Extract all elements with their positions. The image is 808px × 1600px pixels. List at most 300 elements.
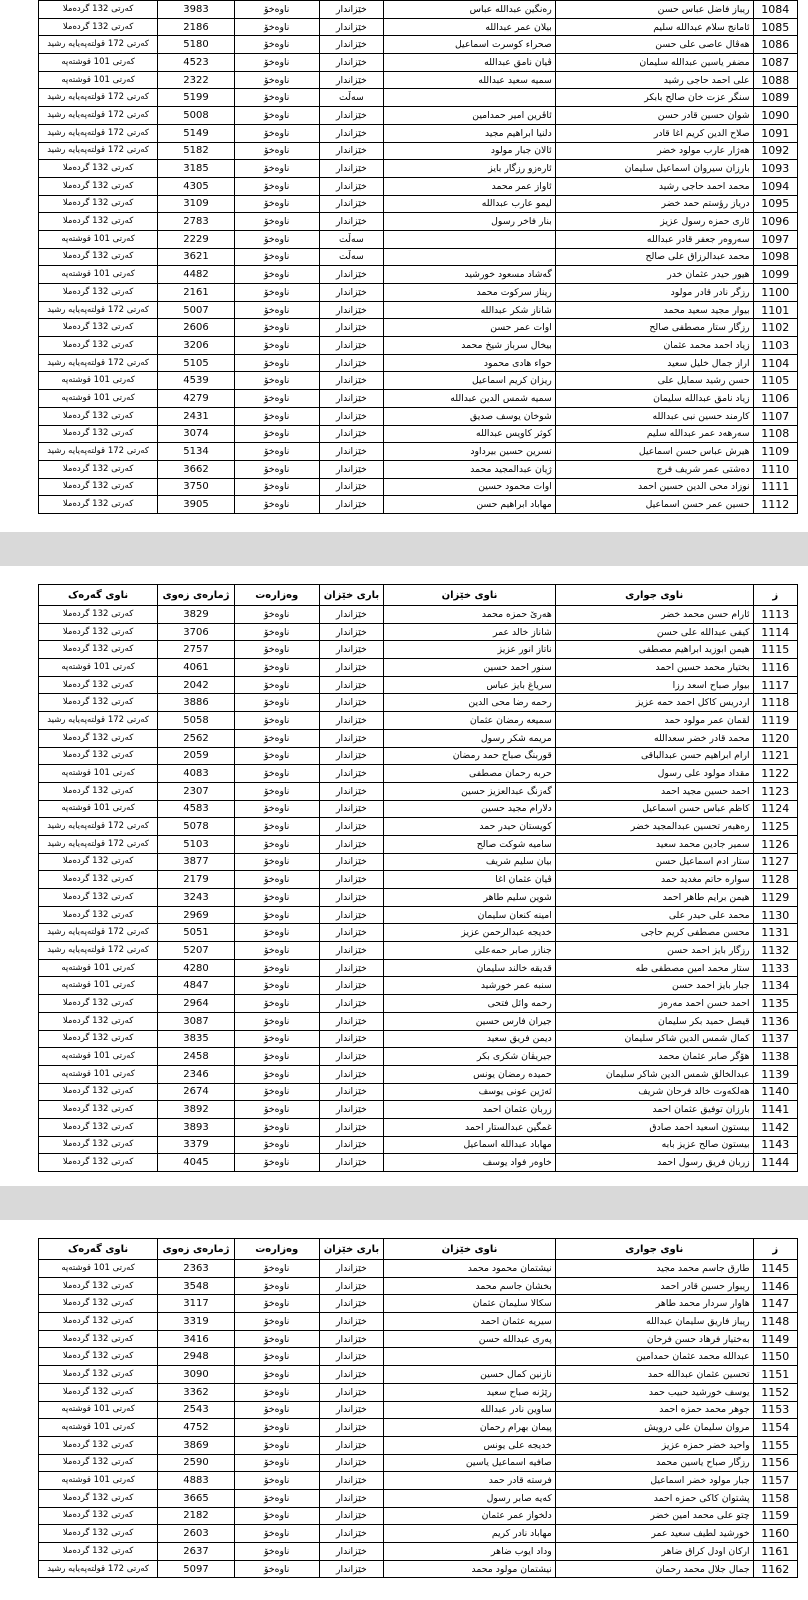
cell-marital-status: خێزاندار (319, 835, 384, 853)
table-row (39, 177, 798, 195)
cell-row-number: 1161 (753, 1543, 797, 1561)
cell-row-number: 1149 (753, 1330, 797, 1348)
table-row (39, 1543, 798, 1561)
cell-marital-status: خێزاندار (319, 195, 384, 213)
cell-spouse-name: حمیدە رمضان یونس (384, 1065, 556, 1083)
cell-ministry: ناوەخۆ (234, 1048, 319, 1066)
cell-ministry: ناوەخۆ (234, 623, 319, 641)
cell-row-number: 1148 (753, 1313, 797, 1331)
cell-neighborhood: کەرتی 172 قولتەپەیایە رشید (39, 142, 158, 160)
cell-row-number: 1144 (753, 1154, 797, 1172)
cell-spouse-name: بیلان عمر عبداللە (384, 18, 556, 36)
cell-ministry: ناوەخۆ (234, 853, 319, 871)
table-row (39, 694, 798, 712)
table-row (39, 213, 798, 231)
cell-land-number: 2543 (158, 1401, 235, 1419)
cell-land-number: 4280 (158, 959, 235, 977)
cell-land-number: 2964 (158, 995, 235, 1013)
cell-row-number: 1128 (753, 871, 797, 889)
cell-spouse-name: گەزنگ عبدالعزیز حسین (384, 782, 556, 800)
cell-marital-status: خێزاندار (319, 460, 384, 478)
cell-marital-status: خێزاندار (319, 71, 384, 89)
cell-ministry: ناوەخۆ (234, 942, 319, 960)
cell-ministry: ناوەخۆ (234, 142, 319, 160)
table-row (39, 284, 798, 302)
cell-ministry: ناوەخۆ (234, 906, 319, 924)
cell-land-number: 5182 (158, 142, 235, 160)
cell-land-number: 3750 (158, 478, 235, 496)
cell-person-name: واحید خضر حمزە عزیز (555, 1436, 753, 1454)
cell-row-number: 1135 (753, 995, 797, 1013)
cell-land-number: 5105 (158, 354, 235, 372)
cell-row-number: 1114 (753, 623, 797, 641)
cell-ministry: ناوەخۆ (234, 425, 319, 443)
cell-marital-status: خێزاندار (319, 659, 384, 677)
cell-spouse-name: اوات عمر حسن (384, 319, 556, 337)
cell-row-number: 1090 (753, 107, 797, 125)
cell-marital-status: خێزاندار (319, 496, 384, 514)
cell-person-name: شوان حسین قادر حسن (555, 107, 753, 125)
cell-ministry: ناوەخۆ (234, 1383, 319, 1401)
table-row (39, 1489, 798, 1507)
cell-row-number: 1098 (753, 248, 797, 266)
cell-spouse-name: امینە کنعان سلیمان (384, 906, 556, 924)
cell-spouse-name: پیمان بهرام رحمان (384, 1419, 556, 1437)
cell-row-number: 1117 (753, 676, 797, 694)
cell-marital-status: خێزاندار (319, 606, 384, 624)
cell-ministry: ناوەخۆ (234, 390, 319, 408)
cell-row-number: 1115 (753, 641, 797, 659)
cell-neighborhood: کەرتی 132 گردەملا (39, 478, 158, 496)
cell-ministry: ناوەخۆ (234, 1507, 319, 1525)
cell-ministry: ناوەخۆ (234, 606, 319, 624)
cell-neighborhood: کەرتی 172 قولتەپەیایە رشید (39, 818, 158, 836)
cell-person-name: جمال جلال محمد رحمان (555, 1560, 753, 1578)
cell-ministry: ناوەخۆ (234, 213, 319, 231)
cell-neighborhood: کەرتی 132 گردەملا (39, 284, 158, 302)
cell-person-name: هیور حیدر عثمان خدر (555, 266, 753, 284)
table-row (39, 54, 798, 72)
page-3 (0, 1220, 808, 1600)
cell-neighborhood: کەرتی 101 قوشتەپە (39, 1419, 158, 1437)
table-row (39, 995, 798, 1013)
cell-neighborhood: کەرتی 132 گردەملا (39, 1489, 158, 1507)
cell-row-number: 1134 (753, 977, 797, 995)
cell-row-number: 1104 (753, 354, 797, 372)
header-marital-status: باری خێزان (319, 1239, 384, 1260)
cell-marital-status: خێزاندار (319, 390, 384, 408)
cell-neighborhood: کەرتی 132 گردەملا (39, 747, 158, 765)
cell-land-number: 3548 (158, 1277, 235, 1295)
cell-neighborhood: کەرتی 101 قوشتەپە (39, 800, 158, 818)
table-row (39, 835, 798, 853)
table-row (39, 1560, 798, 1578)
cell-land-number: 2431 (158, 407, 235, 425)
cell-marital-status: خێزاندار (319, 977, 384, 995)
table-row (39, 301, 798, 319)
cell-marital-status: خێزاندار (319, 623, 384, 641)
table-header (39, 585, 798, 606)
cell-neighborhood: کەرتی 132 گردەملا (39, 496, 158, 514)
cell-marital-status: خێزاندار (319, 301, 384, 319)
cell-person-name: رزگار ستار مصطفی صالح (555, 319, 753, 337)
cell-neighborhood: کەرتی 132 گردەملا (39, 694, 158, 712)
header-marital-status: باری خێزان (319, 585, 384, 606)
cell-spouse-name: قدیقە خالند سلیمان (384, 959, 556, 977)
cell-spouse-name (384, 89, 556, 107)
cell-person-name: ریباز فاریق سلیمان عبداللە (555, 1313, 753, 1331)
cell-land-number: 2182 (158, 1507, 235, 1525)
cell-land-number: 5149 (158, 124, 235, 142)
cell-person-name: تحسین عثمان عبداللە حمد (555, 1366, 753, 1384)
table-row (39, 337, 798, 355)
cell-ministry: ناوەخۆ (234, 765, 319, 783)
cell-neighborhood: کەرتی 101 قوشتەپە (39, 977, 158, 995)
cell-ministry: ناوەخۆ (234, 1101, 319, 1119)
cell-marital-status: خێزاندار (319, 177, 384, 195)
cell-spouse-name (384, 1348, 556, 1366)
cell-land-number: 2674 (158, 1083, 235, 1101)
cell-marital-status: خێزاندار (319, 284, 384, 302)
cell-marital-status: خێزاندار (319, 354, 384, 372)
cell-person-name: اردریس کاکل احمد حمە عزیز (555, 694, 753, 712)
cell-land-number: 5078 (158, 818, 235, 836)
cell-person-name: ئاری حمزە رسول عزیز (555, 213, 753, 231)
cell-ministry: ناوەخۆ (234, 443, 319, 461)
cell-land-number: 3319 (158, 1313, 235, 1331)
cell-ministry: ناوەخۆ (234, 1012, 319, 1030)
cell-spouse-name: صافیە اسماعیل یاسین (384, 1454, 556, 1472)
table-row (39, 712, 798, 730)
cell-land-number: 3892 (158, 1101, 235, 1119)
cell-ministry: ناوەخۆ (234, 301, 319, 319)
table-row (39, 1313, 798, 1331)
cell-person-name: ریباز فاضل عباس حسن (555, 1, 753, 19)
cell-person-name: محمد احمد حاجی رشید (555, 177, 753, 195)
table-row (39, 1118, 798, 1136)
cell-spouse-name: ئالان جبار مولود (384, 142, 556, 160)
cell-person-name: یوسف خورشید حبیب حمد (555, 1383, 753, 1401)
cell-neighborhood: کەرتی 132 گردەملا (39, 425, 158, 443)
cell-neighborhood: کەرتی 132 گردەملا (39, 1383, 158, 1401)
cell-land-number: 2948 (158, 1348, 235, 1366)
cell-spouse-name: سیریە عثمان احمد (384, 1313, 556, 1331)
cell-ministry: ناوەخۆ (234, 1401, 319, 1419)
cell-person-name: دەشتی عمر شریف فرج (555, 460, 753, 478)
cell-row-number: 1151 (753, 1366, 797, 1384)
table-row (39, 407, 798, 425)
cell-spouse-name: نیشتمان مولود محمد (384, 1560, 556, 1578)
cell-row-number: 1093 (753, 160, 797, 178)
table-row (39, 676, 798, 694)
cell-spouse-name: ساوین نادر عبداللە (384, 1401, 556, 1419)
table-row (39, 142, 798, 160)
cell-spouse-name: جنازر صابر حمەعلی (384, 942, 556, 960)
cell-land-number: 4045 (158, 1154, 235, 1172)
cell-spouse-name: حربە رحمان مصطفی (384, 765, 556, 783)
records-table-3 (38, 1238, 798, 1578)
cell-person-name: طارق جاسم محمد مجید (555, 1260, 753, 1278)
table-row (39, 390, 798, 408)
cell-ministry: ناوەخۆ (234, 729, 319, 747)
cell-person-name: ریبوار حسین قادر احمد (555, 1277, 753, 1295)
cell-land-number: 3905 (158, 496, 235, 514)
cell-ministry: ناوەخۆ (234, 124, 319, 142)
cell-spouse-name: خاوەر فواد یوسف (384, 1154, 556, 1172)
cell-person-name: علی احمد حاجی رشید (555, 71, 753, 89)
cell-person-name: سوارە حاتم مغدید حمد (555, 871, 753, 889)
cell-marital-status: خێزاندار (319, 1436, 384, 1454)
cell-land-number: 3416 (158, 1330, 235, 1348)
cell-row-number: 1105 (753, 372, 797, 390)
cell-marital-status: خێزاندار (319, 1, 384, 19)
table-row (39, 230, 798, 248)
cell-marital-status: خێزاندار (319, 906, 384, 924)
cell-neighborhood: کەرتی 132 گردەملا (39, 1507, 158, 1525)
cell-row-number: 1084 (753, 1, 797, 19)
header-land-number: ژمارەی زەوی (158, 1239, 235, 1260)
table-row (39, 1507, 798, 1525)
cell-person-name: نوزاد محی الدین حسین احمد (555, 478, 753, 496)
cell-neighborhood: کەرتی 132 گردەملا (39, 1118, 158, 1136)
cell-person-name: هیمن ابوزید ابراهیم مصطفی (555, 641, 753, 659)
table-row (39, 319, 798, 337)
cell-land-number: 5008 (158, 107, 235, 125)
cell-ministry: ناوەخۆ (234, 496, 319, 514)
cell-land-number: 3117 (158, 1295, 235, 1313)
cell-spouse-name: نسرین حسین بیرداود (384, 443, 556, 461)
cell-row-number: 1122 (753, 765, 797, 783)
cell-ministry: ناوەخۆ (234, 1065, 319, 1083)
cell-spouse-name: ئاواز عمر محمد (384, 177, 556, 195)
cell-row-number: 1121 (753, 747, 797, 765)
cell-person-name: حسین عمر حسن اسماعیل (555, 496, 753, 514)
cell-land-number: 2186 (158, 18, 235, 36)
table-row (39, 1401, 798, 1419)
table-body (39, 1260, 798, 1578)
cell-neighborhood: کەرتی 172 قولتەپەیایە رشید (39, 354, 158, 372)
cell-row-number: 1108 (753, 425, 797, 443)
cell-neighborhood: کەرتی 132 گردەملا (39, 889, 158, 907)
cell-row-number: 1097 (753, 230, 797, 248)
cell-ministry: ناوەخۆ (234, 1525, 319, 1543)
cell-marital-status: خێزاندار (319, 1401, 384, 1419)
cell-neighborhood: کەرتی 101 قوشتەپە (39, 54, 158, 72)
cell-person-name: بیستون اسعید احمد صادق (555, 1118, 753, 1136)
cell-land-number: 5051 (158, 924, 235, 942)
cell-row-number: 1126 (753, 835, 797, 853)
cell-neighborhood: کەرتی 172 قولتەپەیایە رشید (39, 107, 158, 125)
cell-person-name: هیمن برایم طاهر احمد (555, 889, 753, 907)
cell-spouse-name: ئەژین عونی یوسف (384, 1083, 556, 1101)
cell-row-number: 1157 (753, 1472, 797, 1490)
cell-spouse-name: شاناز خالد عمر (384, 623, 556, 641)
cell-ministry: ناوەخۆ (234, 407, 319, 425)
cell-land-number: 5007 (158, 301, 235, 319)
cell-ministry: ناوەخۆ (234, 195, 319, 213)
cell-land-number: 2562 (158, 729, 235, 747)
cell-land-number: 3706 (158, 623, 235, 641)
cell-land-number: 4305 (158, 177, 235, 195)
table-row (39, 1260, 798, 1278)
cell-spouse-name: سمیە سعید عبداللە (384, 71, 556, 89)
cell-neighborhood: کەرتی 132 گردەملا (39, 1454, 158, 1472)
cell-marital-status: خێزاندار (319, 818, 384, 836)
cell-land-number: 4279 (158, 390, 235, 408)
header-neighborhood: ناوی گەرەک (39, 585, 158, 606)
cell-spouse-name: نیشتمان محمود محمد (384, 1260, 556, 1278)
cell-ministry: ناوەخۆ (234, 1, 319, 19)
cell-land-number: 3074 (158, 425, 235, 443)
cell-ministry: ناوەخۆ (234, 676, 319, 694)
cell-land-number: 3886 (158, 694, 235, 712)
cell-row-number: 1086 (753, 36, 797, 54)
cell-marital-status: خێزاندار (319, 1330, 384, 1348)
cell-land-number: 3206 (158, 337, 235, 355)
cell-row-number: 1143 (753, 1136, 797, 1154)
table-row (39, 977, 798, 995)
cell-marital-status: خێزاندار (319, 107, 384, 125)
cell-marital-status: خێزاندار (319, 54, 384, 72)
cell-land-number: 4482 (158, 266, 235, 284)
cell-person-name: سمیر جادین محمد سعید (555, 835, 753, 853)
cell-ministry: ناوەخۆ (234, 1083, 319, 1101)
cell-person-name: رزگار بایز احمد حسن (555, 942, 753, 960)
cell-spouse-name: سریاغ بایز عباس (384, 676, 556, 694)
cell-ministry: ناوەخۆ (234, 712, 319, 730)
table-row (39, 1366, 798, 1384)
cell-land-number: 3665 (158, 1489, 235, 1507)
cell-ministry: ناوەخۆ (234, 818, 319, 836)
cell-neighborhood: کەرتی 101 قوشتەپە (39, 71, 158, 89)
cell-person-name: بەختیار فرهاد حسن فرحان (555, 1330, 753, 1348)
cell-land-number: 5103 (158, 835, 235, 853)
cell-neighborhood: کەرتی 132 گردەملا (39, 177, 158, 195)
cell-ministry: ناوەخۆ (234, 1419, 319, 1437)
cell-person-name: هەلکەوت خالد فرحان شریف (555, 1083, 753, 1101)
cell-person-name: ارکان اودل کراق ضاهر (555, 1543, 753, 1561)
cell-row-number: 1158 (753, 1489, 797, 1507)
cell-spouse-name: دلنیا ابراهیم مجید (384, 124, 556, 142)
cell-marital-status: خێزاندار (319, 1154, 384, 1172)
cell-row-number: 1119 (753, 712, 797, 730)
cell-ministry: ناوەخۆ (234, 1277, 319, 1295)
cell-land-number: 2757 (158, 641, 235, 659)
cell-ministry: ناوەخۆ (234, 36, 319, 54)
cell-marital-status: خێزاندار (319, 1030, 384, 1048)
cell-land-number: 3090 (158, 1366, 235, 1384)
cell-row-number: 1123 (753, 782, 797, 800)
cell-ministry: ناوەخۆ (234, 959, 319, 977)
cell-marital-status: سەڵت (319, 89, 384, 107)
cell-marital-status: خێزاندار (319, 1260, 384, 1278)
cell-land-number: 2590 (158, 1454, 235, 1472)
cell-marital-status: خێزاندار (319, 142, 384, 160)
table-row (39, 729, 798, 747)
cell-neighborhood: کەرتی 101 قوشتەپە (39, 1065, 158, 1083)
cell-marital-status: خێزاندار (319, 1454, 384, 1472)
cell-marital-status: خێزاندار (319, 337, 384, 355)
table-header (39, 1239, 798, 1260)
cell-ministry: ناوەخۆ (234, 1330, 319, 1348)
header-row-number: ز (753, 1239, 797, 1260)
header-row (39, 585, 798, 606)
cell-neighborhood: کەرتی 172 قولتەپەیایە رشید (39, 924, 158, 942)
records-table-2 (38, 584, 798, 1172)
cell-neighborhood: کەرتی 101 قوشتەپە (39, 266, 158, 284)
cell-person-name: کیفی عبداللە علی حسن (555, 623, 753, 641)
table-row (39, 818, 798, 836)
cell-land-number: 3877 (158, 853, 235, 871)
cell-ministry: ناوەخۆ (234, 230, 319, 248)
cell-row-number: 1101 (753, 301, 797, 319)
cell-marital-status: خێزاندار (319, 443, 384, 461)
cell-row-number: 1162 (753, 1560, 797, 1578)
cell-spouse-name (384, 248, 556, 266)
table-row (39, 1472, 798, 1490)
cell-spouse-name: کەیە صابر رسول (384, 1489, 556, 1507)
table-row (39, 460, 798, 478)
cell-person-name: زربان فریق رسول احمد (555, 1154, 753, 1172)
table-row (39, 1030, 798, 1048)
cell-person-name: رزگار صباح یاسین محمد (555, 1454, 753, 1472)
table-row (39, 89, 798, 107)
cell-neighborhood: کەرتی 132 گردەملا (39, 1, 158, 19)
cell-spouse-name: جیریڤان شکری بکر (384, 1048, 556, 1066)
cell-marital-status: خێزاندار (319, 407, 384, 425)
cell-neighborhood: کەرتی 132 گردەملا (39, 1277, 158, 1295)
cell-row-number: 1159 (753, 1507, 797, 1525)
cell-spouse-name: بیخال سرباز شیخ محمد (384, 337, 556, 355)
cell-marital-status: خێزاندار (319, 124, 384, 142)
cell-ministry: ناوەخۆ (234, 1543, 319, 1561)
cell-spouse-name: مهاباد عبداللە اسماعیل (384, 1136, 556, 1154)
cell-ministry: ناوەخۆ (234, 889, 319, 907)
cell-spouse-name: ناتاز انور عزیز (384, 641, 556, 659)
cell-person-name: کاظم عباس حسن اسماعیل (555, 800, 753, 818)
cell-row-number: 1130 (753, 906, 797, 924)
cell-ministry: ناوەخۆ (234, 1454, 319, 1472)
cell-neighborhood: کەرتی 101 قوشتەپە (39, 659, 158, 677)
cell-spouse-name: خدیجە علی یونس (384, 1436, 556, 1454)
cell-land-number: 5207 (158, 942, 235, 960)
cell-person-name: مروان سلیمان علی درویش (555, 1419, 753, 1437)
cell-row-number: 1111 (753, 478, 797, 496)
cell-spouse-name: غمگین عبدالستار احمد (384, 1118, 556, 1136)
cell-ministry: ناوەخۆ (234, 1313, 319, 1331)
table-row (39, 782, 798, 800)
table-row (39, 160, 798, 178)
cell-marital-status: خێزاندار (319, 1348, 384, 1366)
cell-neighborhood: کەرتی 132 گردەملا (39, 195, 158, 213)
cell-ministry: ناوەخۆ (234, 478, 319, 496)
cell-marital-status: خێزاندار (319, 1507, 384, 1525)
cell-row-number: 1131 (753, 924, 797, 942)
cell-land-number: 5199 (158, 89, 235, 107)
cell-spouse-name: کویستان حیدر حمد (384, 818, 556, 836)
table-body (39, 1, 798, 514)
cell-neighborhood: کەرتی 132 گردەملا (39, 1012, 158, 1030)
cell-land-number: 3893 (158, 1118, 235, 1136)
cell-marital-status: خێزاندار (319, 266, 384, 284)
table-row (39, 889, 798, 907)
cell-neighborhood: کەرتی 101 قوشتەپە (39, 230, 158, 248)
cell-land-number: 5134 (158, 443, 235, 461)
cell-row-number: 1092 (753, 142, 797, 160)
cell-ministry: ناوەخۆ (234, 1560, 319, 1578)
cell-spouse-name: دلارام مجید حسین (384, 800, 556, 818)
cell-marital-status: خێزاندار (319, 1313, 384, 1331)
